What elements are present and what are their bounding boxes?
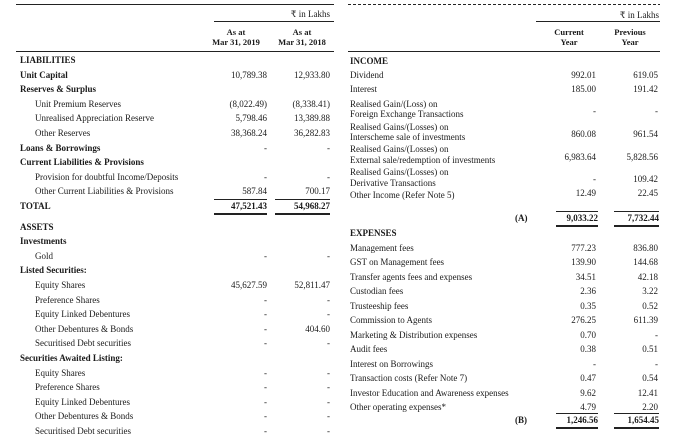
expense-label: Management fees <box>350 243 414 253</box>
expense-label: Trusteeship fees <box>350 300 409 311</box>
value-current: 38,368.24 <box>231 128 267 138</box>
right-col2-header: Previous Year <box>614 27 646 47</box>
value-previous: 12,933.80 <box>294 69 330 80</box>
value-previous: (8,338.41) <box>292 98 330 109</box>
expense-value-previous: 0.52 <box>642 300 658 311</box>
value-current: - <box>264 338 267 349</box>
value-previous: - <box>327 367 330 378</box>
row-label: Securitised Debt securities <box>35 426 131 436</box>
income-value-current: 860.08 <box>571 128 596 139</box>
income-value-current: - <box>593 174 596 185</box>
expenses-total-previous: 1,654.45 <box>614 413 659 429</box>
income-label: Interscheme sale of investments <box>350 132 466 142</box>
value-previous: 52,811.47 <box>294 280 330 290</box>
income-label: Realised Gain/(Loss) on <box>350 98 438 109</box>
value-previous: - <box>327 250 330 261</box>
income-label: Foreign Exchange Transactions <box>350 109 464 120</box>
income-value-previous: 619.05 <box>633 70 658 80</box>
expense-value-previous: - <box>655 329 658 340</box>
income-label: Realised Gains/(Losses) on <box>350 167 449 178</box>
value-current: 587.84 <box>242 186 267 197</box>
expenses-total-current: 1,246.56 <box>556 413 598 429</box>
top-dashed-rule <box>348 4 660 5</box>
expense-value-previous: 836.80 <box>633 243 658 253</box>
expense-value-previous: 0.51 <box>642 344 658 355</box>
expense-label: Interest on Borrowings <box>350 358 433 369</box>
value-previous: - <box>327 294 330 305</box>
row-label: Other Current Liabilities & Provisions <box>35 186 174 197</box>
value-previous: - <box>327 142 330 153</box>
row-label: Equity Linked Debentures <box>35 309 130 320</box>
value-previous: - <box>327 426 330 436</box>
expense-value-current: 0.38 <box>580 344 596 355</box>
expense-value-current: 777.23 <box>571 243 596 253</box>
value-previous: - <box>327 171 330 182</box>
total-current: 47,521.43 <box>214 199 267 215</box>
income-total-current: 9,033.22 <box>556 211 598 227</box>
income-value-previous: 22.45 <box>637 188 658 198</box>
left-col2-header: As at Mar 31, 2018 <box>278 27 326 47</box>
value-current: - <box>264 294 267 305</box>
value-current: - <box>264 367 267 378</box>
value-previous: 700.17 <box>305 186 330 197</box>
value-previous: - <box>327 309 330 320</box>
expense-value-current: - <box>593 358 596 369</box>
expense-value-current: 4.79 <box>580 401 596 412</box>
income-label: Dividend <box>350 70 384 80</box>
left-col1-header: As at Mar 31, 2019 <box>212 27 260 47</box>
income-value-current: - <box>593 106 596 117</box>
right-unit-label: ₹ in Lakhs <box>619 10 659 20</box>
income-value-current: 992.01 <box>571 70 596 80</box>
row-label: Reserves & Surplus <box>20 84 96 95</box>
expenses-total-marker: (B) <box>515 415 527 425</box>
income-total-previous: 7,732.44 <box>614 211 659 227</box>
row-label: Preference Shares <box>35 382 100 393</box>
expense-value-previous: 0.54 <box>642 373 658 384</box>
row-label: Provision for doubtful Income/Deposits <box>35 171 179 182</box>
value-current: - <box>264 382 267 393</box>
value-previous: - <box>327 338 330 349</box>
value-current: - <box>264 323 267 334</box>
row-label: Other Debentures & Bonds <box>35 323 134 334</box>
income-value-current: 185.00 <box>571 84 596 95</box>
income-value-previous: 109.42 <box>633 174 658 185</box>
value-previous: - <box>327 396 330 407</box>
row-label: Loans & Borrowings <box>20 142 101 153</box>
value-current: - <box>264 250 267 261</box>
expense-value-previous: - <box>655 358 658 369</box>
value-current: - <box>264 426 267 436</box>
top-rule <box>16 4 334 5</box>
expense-value-current: 9.62 <box>580 387 596 398</box>
expense-label: Other operating expenses* <box>350 401 446 412</box>
income-value-previous: 191.42 <box>633 84 658 95</box>
income-value-previous: 961.54 <box>633 128 658 139</box>
row-label: Investments <box>20 236 67 247</box>
value-current: 45,627.59 <box>231 280 267 290</box>
expense-value-current: 139.90 <box>571 257 596 268</box>
expense-label: Audit fees <box>350 344 388 355</box>
value-current: 5,798.46 <box>235 113 267 124</box>
value-current: (8,022.49) <box>229 98 267 109</box>
row-label: Equity Linked Debentures <box>35 396 130 407</box>
row-label: Unit Premium Reserves <box>35 98 121 109</box>
row-label: Other Debentures & Bonds <box>35 411 134 422</box>
row-label: Other Reserves <box>35 128 91 138</box>
row-label: Preference Shares <box>35 294 100 305</box>
right-col1-header: Current Year <box>554 27 584 47</box>
expense-label: Commission to Agents <box>350 315 433 326</box>
income-label: Realised Gains/(Losses) on <box>350 121 449 132</box>
row-label: Gold <box>35 250 53 261</box>
row-label: Securities Awaited Listing: <box>20 353 123 363</box>
expense-value-previous: 3.22 <box>642 286 658 297</box>
row-label: Equity Shares <box>35 367 86 378</box>
expense-value-previous: 42.18 <box>637 271 658 282</box>
expense-value-current: 0.35 <box>580 300 596 311</box>
value-current: - <box>264 309 267 320</box>
expense-value-current: 0.47 <box>580 373 596 384</box>
expense-value-previous: 2.20 <box>642 401 658 412</box>
income-label: Derivative Transactions <box>350 177 436 188</box>
value-previous: 13,389.88 <box>294 113 330 124</box>
row-label: TOTAL <box>20 201 51 211</box>
header-rule <box>214 21 334 22</box>
value-current: - <box>264 142 267 153</box>
expense-value-previous: 611.39 <box>633 315 658 326</box>
value-previous: 404.60 <box>305 323 330 334</box>
value-current: - <box>264 411 267 422</box>
income-value-previous: - <box>655 106 658 117</box>
row-label: Securitised Debt securities <box>35 338 131 349</box>
expense-label: Investor Education and Awareness expenses <box>350 387 509 398</box>
row-label: ASSETS <box>20 221 54 232</box>
value-current: 10,789.38 <box>231 69 267 80</box>
left-unit-label: ₹ in Lakhs <box>290 9 330 19</box>
income-value-previous: 5,828.56 <box>626 151 658 162</box>
value-current: - <box>264 171 267 182</box>
income-total-marker: (A) <box>515 213 528 223</box>
income-label: Realised Gains/(Losses) on <box>350 144 449 155</box>
value-previous: - <box>327 382 330 393</box>
right-header-bottom-rule <box>348 51 660 52</box>
expense-value-current: 2.36 <box>580 286 596 297</box>
expenses-title: EXPENSES <box>350 228 397 238</box>
value-previous: - <box>327 411 330 422</box>
income-label: Interest <box>350 84 377 95</box>
income-title: INCOME <box>350 56 388 66</box>
expense-value-current: 276.25 <box>571 315 596 326</box>
row-label: Listed Securities: <box>20 265 87 276</box>
total-previous: 54,968.27 <box>275 199 330 215</box>
header-bottom-rule <box>16 51 334 52</box>
expense-value-previous: 144.68 <box>633 257 658 268</box>
row-label: Unrealised Appreciation Reserve <box>35 113 154 124</box>
expense-value-current: 0.70 <box>580 329 596 340</box>
income-label: External sale/redemption of investments <box>350 154 496 165</box>
expense-label: GST on Management fees <box>350 257 445 268</box>
value-previous: 36,282.83 <box>294 128 330 138</box>
income-value-current: 6,983.64 <box>564 151 596 162</box>
right-header-rule <box>536 21 660 22</box>
row-label: Unit Capital <box>20 69 68 80</box>
value-current: - <box>264 396 267 407</box>
expense-value-previous: 12.41 <box>637 387 658 398</box>
row-label: Equity Shares <box>35 280 86 290</box>
expense-label: Transaction costs (Refer Note 7) <box>350 373 468 384</box>
expense-value-current: 34.51 <box>575 271 596 282</box>
expense-label: Custodian fees <box>350 286 404 297</box>
row-label: LIABILITIES <box>20 55 76 65</box>
income-value-current: 12.49 <box>575 188 596 198</box>
expense-label: Marketing & Distribution expenses <box>350 329 478 340</box>
row-label: Current Liabilities & Provisions <box>20 157 144 168</box>
expense-label: Transfer agents fees and expenses <box>350 271 473 282</box>
income-label: Other Income (Refer Note 5) <box>350 190 455 200</box>
